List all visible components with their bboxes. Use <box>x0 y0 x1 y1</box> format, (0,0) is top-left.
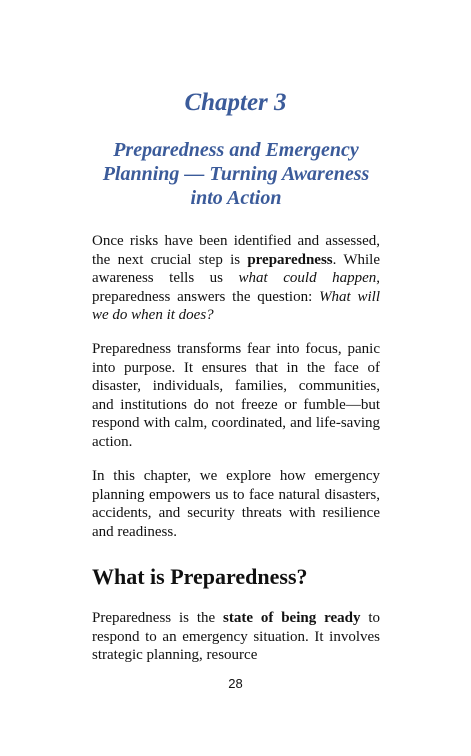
bold-term: state of being ready <box>223 610 361 626</box>
body-paragraph: Preparedness transforms fear into focus, panic into purpose. It ensures that in the face of disaster, individuals, families, communities, and institutions do not freeze or fumble—but respond with calm, coordinated, and life-saving action. <box>92 341 380 450</box>
section-heading: What is Preparedness? <box>92 564 308 589</box>
italic-question: What will we do when it does? <box>92 288 381 323</box>
text-run: , preparedness answers the question: <box>92 270 381 305</box>
text-run: Once risks have been identified and assessed, the next crucial step is <box>92 233 380 268</box>
bold-term: preparedness <box>247 251 333 268</box>
chapter-subtitle-line: Planning — Turning Awareness <box>102 163 370 185</box>
italic-phrase: what could happen <box>238 270 377 286</box>
body-paragraph: In this chapter, we explore how emergency planning empowers us to face natural disasters, accidents, and security threats with resilience and readiness. <box>92 468 380 540</box>
chapter-subtitle-line: into Action <box>190 187 282 209</box>
chapter-label: Chapter 3 <box>184 89 287 116</box>
chapter-subtitle-line: Preparedness and Emergency <box>113 139 359 161</box>
text-run: Preparedness is the <box>92 610 224 626</box>
body-paragraph <box>92 609 380 665</box>
text-run: . While awareness tells us <box>92 251 380 286</box>
chapter-subtitle <box>80 138 392 210</box>
text-run: to respond to an emergency situation. It involves strategic planning, resource <box>92 610 380 663</box>
page-number: 28 <box>228 676 243 691</box>
intro-paragraph <box>92 232 380 325</box>
